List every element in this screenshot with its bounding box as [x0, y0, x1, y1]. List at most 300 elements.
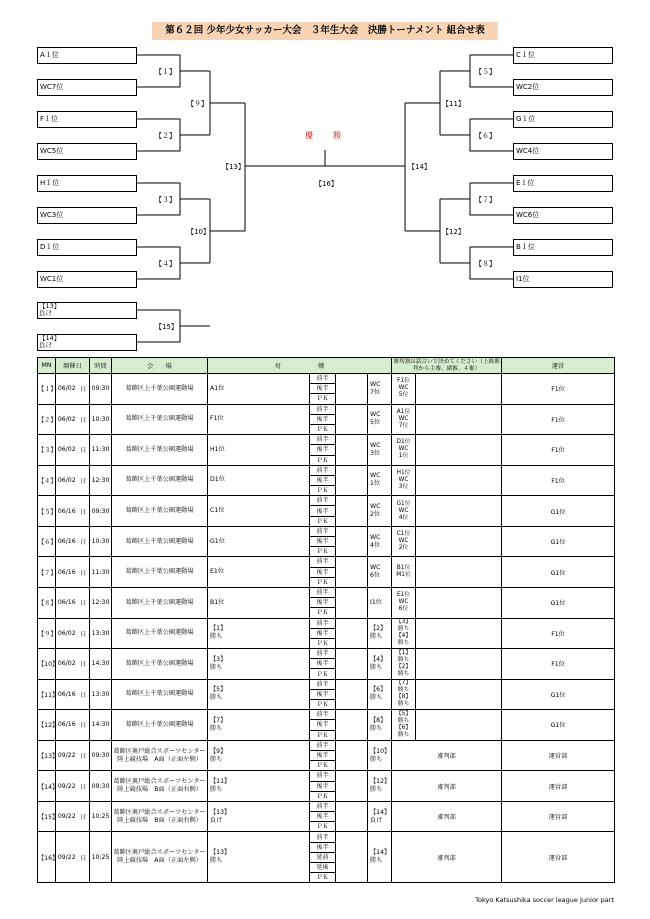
referee-line: F1位: [397, 378, 410, 385]
cell-venue: 葛飾区上千葉公園運動場: [112, 465, 208, 496]
cell-half: ＰＫ: [310, 424, 336, 434]
cell-mn: 【５】: [38, 496, 56, 527]
cell-time: 14:30: [90, 649, 112, 680]
cell-referee-blank: [416, 557, 502, 588]
cell-spacer: [232, 404, 310, 435]
cell-time: 14:30: [90, 710, 112, 741]
cell-referee-blank: [416, 374, 502, 405]
referee-line: 【3】 勝ち: [395, 619, 412, 633]
referee-line: M1位: [396, 572, 411, 579]
cell-half: 前半: [310, 649, 336, 659]
match-label-2: 【２】: [155, 132, 176, 140]
cell-half: ＰＫ: [310, 638, 336, 648]
cell-half: ＰＫ: [310, 822, 336, 832]
cell-half: 後半: [310, 812, 336, 822]
cell-team-right: 【6】 勝ち: [368, 679, 392, 710]
referee-line: 【4】 勝ち: [395, 633, 412, 647]
cell-date: 06/16: [56, 587, 78, 618]
cell-day: 日: [78, 710, 90, 741]
cell-half: 前半: [310, 740, 336, 750]
cell-half: ＰＫ: [310, 486, 336, 496]
cell-spacer: [232, 435, 310, 466]
col-header-time: 時間: [90, 358, 112, 374]
cell-spacer: [232, 618, 310, 649]
cell-team-left: H1位: [208, 435, 232, 466]
cell-half: ＰＫ: [310, 669, 336, 679]
cell-time: 09:30: [90, 374, 112, 405]
cell-score: [336, 832, 368, 883]
referee-line: WC: [398, 476, 409, 483]
referee-line: 7位: [398, 422, 409, 429]
slot-label: WC1位: [38, 272, 63, 287]
cell-score: [336, 404, 368, 435]
cell-score: [336, 710, 368, 741]
cell-date: 06/02: [56, 374, 78, 405]
cell-time: 09:30: [90, 771, 112, 802]
referee-line: 【8】 勝ち: [395, 694, 412, 708]
cell-spacer: [232, 771, 310, 802]
cell-ops: 運営部: [502, 771, 615, 802]
cell-referee-team: [392, 679, 416, 710]
referee-line: A1位: [396, 408, 411, 415]
cell-half: ＰＫ: [310, 547, 336, 557]
cell-team-left: C1位: [208, 496, 232, 527]
referee-line: E1位: [396, 592, 411, 599]
col-header-mn: MN: [38, 358, 56, 374]
cell-score: [336, 771, 368, 802]
cell-day: 日: [78, 435, 90, 466]
cell-mn: 【10】: [38, 649, 56, 680]
cell-half: 前半: [310, 526, 336, 536]
cell-date: 06/16: [56, 710, 78, 741]
cell-ops: 運営部: [502, 832, 615, 883]
cell-venue: 葛飾区上千葉公園運動場: [112, 435, 208, 466]
cell-score: [336, 740, 368, 771]
slot-label: F１位: [38, 112, 58, 127]
cell-team-right: WC 5位: [368, 404, 392, 435]
cell-half: 前半: [310, 465, 336, 475]
cell-mn: 【14】: [38, 771, 56, 802]
cell-referee-blank: [416, 710, 502, 741]
cell-half: 後半: [310, 506, 336, 516]
cell-score: [336, 435, 368, 466]
cell-mn: 【12】: [38, 710, 56, 741]
cell-half: 延前: [310, 852, 336, 862]
cell-half: 前半: [310, 679, 336, 689]
match-label-8: 【８】: [475, 260, 496, 268]
col-header-venue: 会 場: [112, 358, 208, 374]
cell-half: 前半: [310, 618, 336, 628]
table-row: [38, 832, 615, 842]
cell-ops: G1位: [502, 557, 615, 588]
table-row: [38, 465, 615, 475]
match-label-12: 【12】: [442, 228, 465, 236]
cell-spacer: [232, 801, 310, 832]
cell-time: 10:25: [90, 801, 112, 832]
slot-label: D１位: [38, 240, 59, 255]
cell-half: 後半: [310, 567, 336, 577]
cell-day: 日: [78, 801, 90, 832]
cell-ops: F1位: [502, 435, 615, 466]
cell-referee-blank: [416, 435, 502, 466]
footer-credit: Tokyo Katsushika soccer league Junior part: [475, 896, 614, 904]
cell-venue: 葛飾区奥戸総合スポーツセンター 陸上競技場 A面（正面左側）: [112, 832, 208, 883]
cell-team-left: 【11】 勝ち: [208, 771, 232, 802]
table-row: [38, 801, 615, 811]
cell-half: 前半: [310, 404, 336, 414]
cell-half: 延後: [310, 863, 336, 873]
cell-half: 前半: [310, 587, 336, 597]
cell-referee-team: [392, 404, 416, 435]
cell-score: [336, 649, 368, 680]
slot-label: 【13】: [39, 302, 61, 310]
cell-half: 後半: [310, 628, 336, 638]
cell-half: 後半: [310, 414, 336, 424]
referee-line: WC: [398, 415, 409, 422]
cell-referee-blank: [416, 465, 502, 496]
cell-ops: 運営部: [502, 740, 615, 771]
cell-spacer: [232, 496, 310, 527]
cell-team-left: B1位: [208, 587, 232, 618]
cell-referee: 審判部: [392, 832, 502, 883]
cell-half: 後半: [310, 598, 336, 608]
cell-referee: 審判部: [392, 771, 502, 802]
cell-half: 後半: [310, 475, 336, 485]
cell-team-left: 【1】 勝ち: [208, 618, 232, 649]
cell-referee-blank: [416, 496, 502, 527]
cell-day: 日: [78, 557, 90, 588]
cell-half: ＰＫ: [310, 761, 336, 771]
table-row: [38, 771, 615, 781]
cell-date: 09/22: [56, 771, 78, 802]
page-title: 第６２回 少年少女サッカー大会 ３年生大会 決勝トーナメント 組合せ表: [152, 22, 498, 40]
cell-score: [336, 465, 368, 496]
cell-day: 日: [78, 679, 90, 710]
cell-day: 日: [78, 496, 90, 527]
referee-line: WC: [398, 507, 409, 514]
cell-team-right: WC 7位: [368, 374, 392, 405]
cell-ops: G1位: [502, 526, 615, 557]
cell-half: 後半: [310, 384, 336, 394]
cell-time: 09:30: [90, 496, 112, 527]
referee-line: 5位: [398, 392, 409, 399]
table-row: [38, 618, 615, 628]
cell-day: 日: [78, 649, 90, 680]
cell-mn: 【４】: [38, 465, 56, 496]
cell-mn: 【９】: [38, 618, 56, 649]
slot-label: I1位: [514, 272, 530, 287]
cell-venue: 葛飾区上千葉公園運動場: [112, 587, 208, 618]
cell-spacer: [232, 587, 310, 618]
slot-label: WC4位: [514, 144, 539, 159]
slot-label: WC6位: [514, 208, 539, 223]
cell-venue: 葛飾区上千葉公園運動場: [112, 679, 208, 710]
cell-team-right: 【14】 勝ち: [368, 832, 392, 883]
col-header-referee: 審判割は話合いで決めてください（上級審判から主審、副審、４審）: [393, 358, 500, 372]
cell-team-right: 【12】 勝ち: [368, 771, 392, 802]
cell-referee-team: [392, 526, 416, 557]
table-row: [38, 587, 615, 597]
cell-mn: 【８】: [38, 587, 56, 618]
referee-line: 【2】 勝ち: [395, 663, 412, 677]
match-label-6: 【６】: [475, 132, 496, 140]
cell-half: 後半: [310, 781, 336, 791]
slot-label: H１位: [38, 176, 59, 191]
table-row: [38, 557, 615, 567]
cell-date: 06/16: [56, 496, 78, 527]
cell-half: ＰＫ: [310, 394, 336, 404]
cell-team-left: 【9】 勝ち: [208, 740, 232, 771]
cell-half: 後半: [310, 750, 336, 760]
cell-referee-blank: [416, 587, 502, 618]
cell-score: [336, 526, 368, 557]
cell-time: 11:30: [90, 435, 112, 466]
table-row: [38, 435, 615, 445]
cell-score: [336, 496, 368, 527]
slot-label: G１位: [514, 112, 535, 127]
referee-line: WC: [398, 599, 409, 606]
cell-day: 日: [78, 404, 90, 435]
referee-line: WC: [398, 385, 409, 392]
cell-ops: F1位: [502, 649, 615, 680]
cell-spacer: [232, 740, 310, 771]
match-label-7: 【７】: [475, 196, 496, 204]
cell-day: 日: [78, 374, 90, 405]
cell-mn: 【７】: [38, 557, 56, 588]
cell-half: 前半: [310, 435, 336, 445]
col-header-date: 開催日: [56, 358, 90, 374]
slot-label: WC3位: [38, 208, 63, 223]
cell-mn: 【２】: [38, 404, 56, 435]
cell-team-right: 【4】 勝ち: [368, 649, 392, 680]
cell-half: ＰＫ: [310, 730, 336, 740]
cell-day: 日: [78, 526, 90, 557]
slot-label: WC2位: [514, 80, 539, 95]
cell-half: 後半: [310, 842, 336, 852]
cell-half: 後半: [310, 445, 336, 455]
slot-label: A１位: [38, 48, 59, 63]
cell-date: 06/02: [56, 465, 78, 496]
cell-ops: G1位: [502, 679, 615, 710]
cell-ops: F1位: [502, 374, 615, 405]
cell-half: 前半: [310, 832, 336, 842]
cell-half: 後半: [310, 720, 336, 730]
table-row: [38, 374, 615, 384]
cell-ops: F1位: [502, 465, 615, 496]
cell-spacer: [232, 374, 310, 405]
cell-time: 12:30: [90, 587, 112, 618]
cell-ops: F1位: [502, 404, 615, 435]
referee-line: C1位: [396, 531, 411, 538]
referee-line: 【6】 勝ち: [395, 724, 412, 738]
cell-venue: 葛飾区上千葉公園運動場: [112, 710, 208, 741]
cell-score: [336, 679, 368, 710]
referee-line: 3位: [398, 483, 409, 490]
cell-team-left: A1位: [208, 374, 232, 405]
match-label-4: 【４】: [155, 260, 176, 268]
cell-half: ＰＫ: [310, 608, 336, 618]
match-label-11: 【11】: [442, 100, 465, 108]
cell-venue: 葛飾区奥戸総合スポーツセンター 陸上競技場 B面（正面右側）: [112, 801, 208, 832]
cell-time: 13:30: [90, 618, 112, 649]
slot-label: 負け: [39, 341, 52, 349]
match-label-9: 【９】: [187, 100, 208, 108]
cell-referee: 審判部: [392, 801, 502, 832]
cell-half: ＰＫ: [310, 791, 336, 801]
cell-half: ＰＫ: [310, 577, 336, 587]
cell-referee: 審判部: [392, 740, 502, 771]
referee-line: 【1】 勝ち: [395, 649, 412, 663]
referee-line: 【7】 勝ち: [395, 680, 412, 694]
cell-team-right: WC 3位: [368, 435, 392, 466]
cell-venue: 葛飾区上千葉公園運動場: [112, 526, 208, 557]
cell-half: ＰＫ: [310, 455, 336, 465]
cell-date: 06/02: [56, 649, 78, 680]
cell-mn: 【11】: [38, 679, 56, 710]
cell-team-right: WC 6位: [368, 557, 392, 588]
cell-time: 10:30: [90, 526, 112, 557]
cell-team-left: 【13】 負け: [208, 801, 232, 832]
match-label-1: 【１】: [155, 68, 176, 76]
cell-mn: 【16】: [38, 832, 56, 883]
cell-date: 09/22: [56, 740, 78, 771]
cell-referee-blank: [416, 649, 502, 680]
cell-ops: F1位: [502, 618, 615, 649]
cell-score: [336, 557, 368, 588]
cell-team-left: 【7】 勝ち: [208, 710, 232, 741]
match-label-14: 【14】: [408, 163, 431, 171]
cell-time: 13:30: [90, 679, 112, 710]
cell-mn: 【３】: [38, 435, 56, 466]
cell-team-right: WC 4位: [368, 526, 392, 557]
cell-ops: G1位: [502, 587, 615, 618]
cell-day: 日: [78, 587, 90, 618]
referee-line: H1位: [396, 469, 411, 476]
cell-team-right: 【14】 負け: [368, 801, 392, 832]
cell-venue: 葛飾区上千葉公園運動場: [112, 557, 208, 588]
cell-team-left: E1位: [208, 557, 232, 588]
slot-label: 負け: [39, 309, 52, 317]
slot-label: E１位: [514, 176, 534, 191]
cell-team-left: D1位: [208, 465, 232, 496]
referee-line: 【5】 勝ち: [395, 710, 412, 724]
cell-date: 06/02: [56, 435, 78, 466]
cell-date: 06/16: [56, 679, 78, 710]
slot-label: B１位: [514, 240, 535, 255]
cell-team-right: 【10】 勝ち: [368, 740, 392, 771]
cell-half: 後半: [310, 689, 336, 699]
match-label-10: 【10】: [187, 228, 210, 236]
table-row: [38, 710, 615, 720]
match-label-15: 【15】: [155, 323, 178, 331]
slot-label: WC7位: [38, 80, 63, 95]
cell-referee-blank: [416, 618, 502, 649]
table-row: [38, 740, 615, 750]
cell-half: 後半: [310, 537, 336, 547]
cell-team-right: WC 2位: [368, 496, 392, 527]
cell-date: 09/22: [56, 801, 78, 832]
cell-venue: 葛飾区上千葉公園運動場: [112, 496, 208, 527]
cell-half: ＰＫ: [310, 516, 336, 526]
referee-line: B1位: [396, 565, 411, 572]
cell-referee-team: [392, 374, 416, 405]
match-label-16: 【16】: [315, 180, 338, 188]
cell-time: 10:25: [90, 832, 112, 883]
schedule-table: [37, 357, 615, 883]
cell-referee-team: [392, 465, 416, 496]
table-row: [38, 404, 615, 414]
cell-day: 日: [78, 771, 90, 802]
cell-team-right: 【8】 勝ち: [368, 710, 392, 741]
cell-date: 06/02: [56, 618, 78, 649]
cell-score: [336, 618, 368, 649]
referee-line: 1位: [398, 453, 409, 460]
cell-referee-team: [392, 435, 416, 466]
cell-team-left: 【3】 勝ち: [208, 649, 232, 680]
cell-venue: 葛飾区上千葉公園運動場: [112, 649, 208, 680]
cell-team-left: 【5】 勝ち: [208, 679, 232, 710]
cell-date: 06/02: [56, 404, 78, 435]
cell-half: ＰＫ: [310, 873, 336, 883]
referee-line: D1位: [396, 439, 411, 446]
referee-line: G1位: [396, 500, 411, 507]
cell-time: 11:30: [90, 557, 112, 588]
champion-label: 優 勝: [305, 131, 347, 140]
cell-referee-team: [392, 557, 416, 588]
cell-ops: G1位: [502, 710, 615, 741]
cell-half: 前半: [310, 496, 336, 506]
cell-venue: 葛飾区奥戸総合スポーツセンター 陸上競技場 A面（正面左側）: [112, 740, 208, 771]
cell-team-right: 【2】 勝ち: [368, 618, 392, 649]
referee-line: 6位: [398, 606, 409, 613]
cell-half: 前半: [310, 374, 336, 384]
cell-referee-team: [392, 710, 416, 741]
cell-referee-blank: [416, 526, 502, 557]
match-label-5: 【５】: [475, 68, 496, 76]
slot-label: WC5位: [38, 144, 63, 159]
cell-day: 日: [78, 618, 90, 649]
cell-referee-team: [392, 587, 416, 618]
referee-line: WC: [398, 446, 409, 453]
table-row: [38, 496, 615, 506]
cell-time: 10:30: [90, 404, 112, 435]
cell-referee-team: [392, 618, 416, 649]
cell-mn: 【13】: [38, 740, 56, 771]
cell-referee-blank: [416, 679, 502, 710]
cell-time: 09:30: [90, 740, 112, 771]
cell-date: 06/16: [56, 557, 78, 588]
cell-score: [336, 587, 368, 618]
match-label-3: 【３】: [155, 196, 176, 204]
cell-date: 06/16: [56, 526, 78, 557]
cell-day: 日: [78, 832, 90, 883]
slot-label: 【14】: [39, 334, 61, 342]
col-header-ops: 運営: [502, 358, 615, 374]
col-header-match: 対 戦: [208, 358, 392, 374]
cell-time: 12:30: [90, 465, 112, 496]
cell-spacer: [232, 526, 310, 557]
cell-team-left: F1位: [208, 404, 232, 435]
cell-ops: 運営部: [502, 801, 615, 832]
cell-spacer: [232, 710, 310, 741]
cell-half: 前半: [310, 801, 336, 811]
cell-spacer: [232, 465, 310, 496]
cell-referee-blank: [416, 404, 502, 435]
cell-spacer: [232, 679, 310, 710]
slot-label: C１位: [514, 48, 535, 63]
cell-venue: 葛飾区上千葉公園運動場: [112, 374, 208, 405]
cell-spacer: [232, 649, 310, 680]
